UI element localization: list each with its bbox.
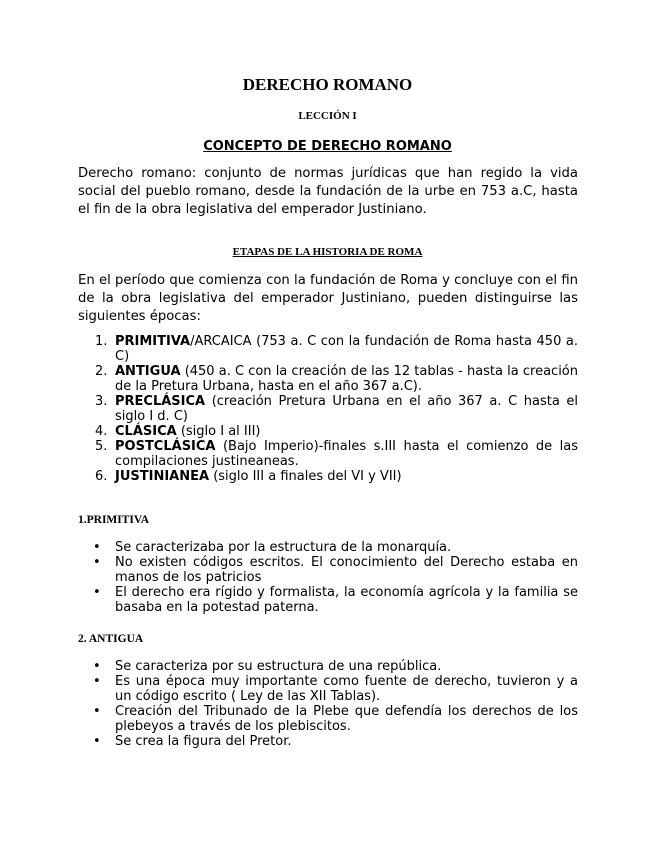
era-name: ANTIGUA — [115, 364, 181, 379]
bullet-text: Es una época muy importante como fuente de derecho, tuvieron y a un código escrito ( Ley de las XII Tablas). — [115, 674, 578, 704]
section-heading-antigua: 2. ANTIGUA — [78, 633, 144, 645]
bullet-text: Se crea la figura del Pretor. — [115, 734, 292, 749]
bullet-icon: • — [93, 704, 101, 719]
bullet-text: Se caracterizaba por la estructura de la monarquía. — [115, 540, 452, 555]
antigua-bullet-list — [93, 659, 578, 749]
bullet-icon: • — [93, 585, 101, 600]
document-title: DERECHO ROMANO — [242, 75, 413, 94]
list-item — [95, 334, 578, 364]
concept-heading: CONCEPTO DE DERECHO ROMANO — [203, 139, 452, 154]
list-item — [93, 734, 578, 749]
list-number: 2. — [95, 364, 108, 379]
list-number: 5. — [95, 439, 108, 454]
bullet-icon: • — [93, 734, 101, 749]
list-item — [95, 439, 578, 469]
etapas-intro-paragraph: En el período que comienza con la fundación de Roma y concluye con el fin de la obra legislativa del emperador Justiniano, pueden distinguirse las siguientes épocas: — [78, 273, 578, 324]
era-name: CLÁSICA — [115, 424, 177, 439]
era-description: (siglo I al III) — [176, 424, 261, 439]
era-name: PRECLÁSICA — [115, 394, 206, 409]
list-item — [95, 364, 578, 394]
bullet-icon: • — [93, 659, 101, 674]
era-description: (450 a. C con la creación de las 12 tablas - hasta la creación de la Pretura Urbana, hasta en el año 367 a.C). — [115, 364, 578, 394]
bullet-text: Creación del Tribunado de la Plebe que defendía los derechos de los plebeyos a través de los plebiscitos. — [115, 704, 578, 734]
list-item — [93, 674, 578, 704]
etapas-heading: ETAPAS DE LA HISTORIA DE ROMA — [232, 246, 423, 258]
bullet-text: No existen códigos escritos. El conocimiento del Derecho estaba en manos de los patricios — [115, 555, 578, 585]
bullet-icon: • — [93, 540, 101, 555]
bullet-text: Se caracteriza por su estructura de una república. — [115, 659, 442, 674]
list-number: 6. — [95, 469, 108, 484]
list-item — [93, 704, 578, 734]
list-number: 3. — [95, 394, 108, 409]
eras-list — [95, 334, 578, 484]
era-description: (creación Pretura Urbana en el año 367 a. C hasta el siglo I d. C) — [115, 394, 578, 424]
section-heading-primitiva: 1.PRIMITIVA — [78, 514, 150, 526]
list-number: 1. — [95, 334, 108, 349]
era-name: JUSTINIANEA — [115, 469, 210, 484]
era-name: PRIMITIVA — [115, 334, 191, 349]
bullet-text: El derecho era rígido y formalista, la economía agrícola y la familia se basaba en la potestad paterna. — [115, 585, 578, 615]
list-item — [93, 540, 578, 555]
era-description: (Bajo Imperio)-finales s.III hasta el comienzo de las compilaciones justineaneas. — [115, 439, 578, 469]
list-number: 4. — [95, 424, 108, 439]
era-name: POSTCLÁSICA — [115, 439, 216, 454]
list-item — [93, 585, 578, 615]
bullet-icon: • — [93, 674, 101, 689]
era-description: (siglo III a finales del VI y VII) — [209, 469, 402, 484]
list-item — [95, 424, 578, 439]
definition-paragraph: Derecho romano: conjunto de normas jurídicas que han regido la vida social del pueblo romano, desde la fundación de la urbe en 753 a.C, hasta el fin de la obra legislativa del emperador Justiniano. — [78, 166, 578, 217]
list-item — [95, 394, 578, 424]
bullet-icon: • — [93, 555, 101, 570]
list-item — [93, 659, 578, 674]
lesson-label: LECCIÓN I — [298, 110, 357, 122]
list-item — [93, 555, 578, 585]
era-description: /ARCAICA (753 a. C con la fundación de Roma hasta 450 a. C) — [115, 334, 578, 364]
list-item — [95, 469, 578, 484]
primitiva-bullet-list — [93, 540, 578, 615]
